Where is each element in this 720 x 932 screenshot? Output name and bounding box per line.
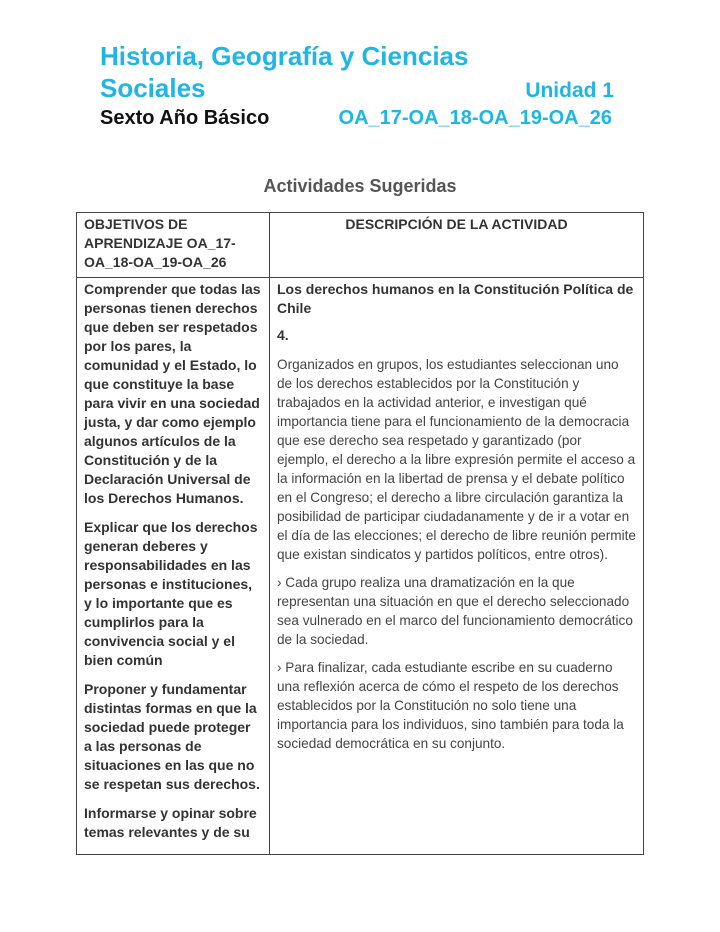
- activity-title: Los derechos humanos en la Constitución Política de Chile: [277, 281, 634, 316]
- activity-number: 4.: [277, 327, 289, 343]
- section-title: Actividades Sugeridas: [263, 176, 457, 196]
- objectives-cell: [77, 278, 270, 855]
- title-line-2: Sociales: [100, 73, 206, 103]
- objective-item: Comprender que todas las personas tienen derechos que deben ser respetados por los pares, la comunidad y el Estado, lo que constituye la base para vivir en una sociedad justa, y dar como ejemplo algunos artículos de la Constitución y de la Declaración Universal de los Derechos Humanos.: [84, 281, 261, 506]
- objective-item: Proponer y fundamentar distintas formas en que la sociedad puede proteger a las personas de situaciones en las que no se respetan sus derechos.: [84, 681, 260, 792]
- table-row: [77, 278, 644, 855]
- header-objectives: OBJETIVOS DE APRENDIZAJE OA_17-OA_18-OA_19-OA_26: [77, 213, 270, 278]
- unit-label: Unidad 1: [525, 79, 614, 102]
- activity-paragraph: Organizados en grupos, los estudiantes seleccionan uno de los derechos establecidos por la Constitución y trabajados en la actividad anterior, e investigan qué importancia tiene para el funcionamiento de la democracia que ese derecho sea respetado y garantizado (por ejemplo, el derecho a la libre expresión permite el acceso a la información en la libertad de prensa y el debate político en el Congreso; el derecho a libre circulación garantiza la posibilidad de participar ciudadanamente y de ir a votar en el día de las elecciones; el derecho de libre reunión permite que existan sindicatos y partidos políticos, entre otros).: [277, 357, 636, 562]
- subtitle-row: [100, 107, 620, 130]
- objective-item: Informarse y opinar sobre temas relevantes y de su: [84, 805, 257, 840]
- activities-table: [76, 212, 644, 855]
- title-line-2-row: [100, 72, 620, 107]
- objective-item: Explicar que los derechos generan deberes y responsabilidades en las personas e instituciones, y lo importante que es cumplirlos para la convivencia social y el bien común: [84, 519, 258, 668]
- document-title: [100, 40, 620, 107]
- activity-paragraph: › Para finalizar, cada estudiante escribe en su cuaderno una reflexión acerca de cómo el respeto de los derechos establecidos por la Constitución no solo tiene una importancia para los individuos, sino también para toda la sociedad democrática en su conjunto.: [277, 660, 624, 751]
- title-line-1: Historia, Geografía y Ciencias: [100, 41, 469, 71]
- header-description: DESCRIPCIÓN DE LA ACTIVIDAD: [270, 213, 644, 278]
- description-cell: [270, 278, 644, 855]
- objectives-code: OA_17-OA_18-OA_19-OA_26: [338, 107, 612, 129]
- activity-paragraph: › Cada grupo realiza una dramatización en la que representan una situación en que el derecho seleccionado sea vulnerado en el marco del funcionamiento democrático de la sociedad.: [277, 575, 633, 647]
- table-header-row: [77, 213, 644, 278]
- grade-label: Sexto Año Básico: [100, 107, 270, 129]
